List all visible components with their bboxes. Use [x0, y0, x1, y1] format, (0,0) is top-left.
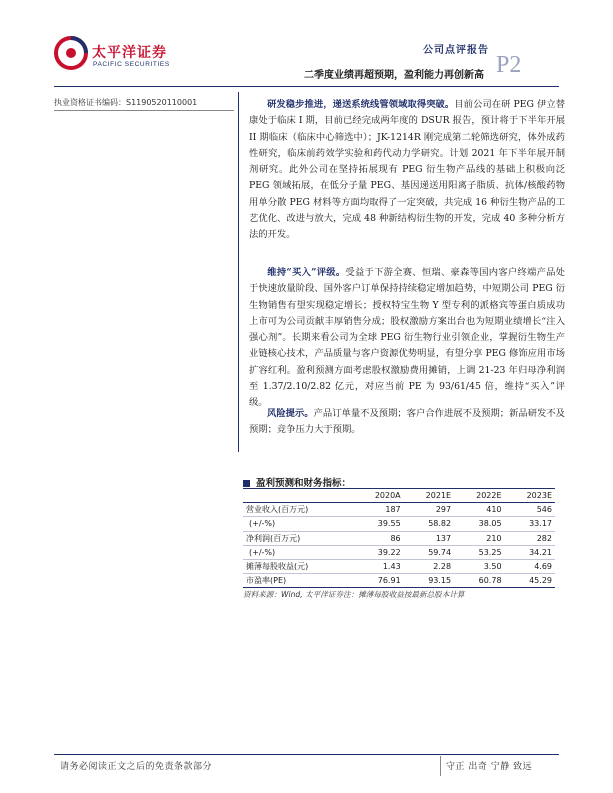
table-source-note: 资料来源：Wind, 太平洋证券注：摊薄每股收益按最新总股本计算 [243, 590, 465, 599]
table-row [243, 503, 555, 517]
paragraph-body: 产品订单量不及预期；客户合作进展不及预期；新品研发不及预期；竞争压力大于预期。 [249, 408, 565, 436]
page-number: P2 [496, 52, 522, 78]
paragraph-body: 目前公司在研 PEG 伊立替康处于临床 I 期，目前已经完成两年度的 DSUR 报告，预计将于下半年开展 II 期临床（临床中心筛选中）；JK-1214R 刚完成第二轮筛选研究，体外成药性研究，临床前药效学实验和药代动力学研究。计划 2021 年下半年展开制剂研究。此外公司在坚持拓展现有 PEG 衍生物产品线的基础上积极向泛 PEG 领域拓展，在低分子量 PEG、基因递送用阳离子脂质、抗体/核酸药物用单分散 PEG 材料等方面均取得了一定突破，共完成 16 种衍生物产品的工艺优化、改进与放大，完成 48 种新结构衍生物的开发，完成 40 多种分析方法的开发。 [249, 99, 565, 241]
footer-motto: 守正 出奇 宁静 致远 [446, 762, 533, 772]
paragraph-lead: 维持“买入”评级。 [267, 267, 346, 278]
header-divider [54, 86, 559, 87]
table-cell: 4.69 [505, 559, 555, 573]
certificate-divider [54, 110, 234, 111]
table-cell: 45.29 [529, 576, 552, 586]
table-cell: 1.43 [353, 559, 404, 573]
table-cell: 93.15 [428, 576, 452, 586]
table-cell: 33.17 [505, 517, 555, 531]
table-cell: 2.28 [404, 559, 454, 573]
table-cell: 297 [404, 503, 454, 517]
table-cell: 187 [353, 503, 404, 517]
table-header-cell: 2022E [454, 489, 504, 503]
paragraph-body: 受益于下游全赛、恒瑞、豪森等国内客户终端产品处于快速放量阶段、国外客户订单保持持续稳定增加趋势，中短期公司 PEG 衍生物销售有望实现稳定增长；授权特宝生物 Y 型专利的派格宾等蛋白质成功上市可为公司贡献丰厚销售分成；股权激励方案出台也为短期业绩增长“注入强心剂”。长期来看公司为全球 PEG 衍生物行业引领企业，掌握衍生物生产业链核心技术，产品质量与客户资源优势明显，有望分享 PEG 修饰应用市场扩容红利。盈利预测方面考虑股权激励费用摊销，上调 21-23 年归母净利润至 1.37/2.10/2.82 亿元，对应当前 PE 为 93/61/45 倍，维持“买入”评级。 [249, 267, 565, 409]
paragraph-rd-progress [249, 97, 565, 244]
table-row [243, 545, 555, 559]
logo-text-cn: 太平洋证券 [92, 45, 167, 61]
table-cell: 39.55 [353, 517, 404, 531]
table-cell: 137 [404, 531, 454, 545]
table-cell: 410 [454, 503, 504, 517]
table-cell: 76.91 [377, 576, 401, 586]
table-cell: 60.78 [478, 576, 502, 586]
paragraph-risk [249, 406, 565, 439]
financial-table [243, 489, 555, 587]
table-header-row [243, 489, 555, 503]
footer-separator [440, 756, 441, 776]
table-bottom-rule [243, 587, 555, 588]
table-header-cell: 2021E [404, 489, 454, 503]
table-title-text: 盈利预测和财务指标： [256, 478, 352, 489]
table-cell: 210 [454, 531, 504, 545]
row-label: 营业收入(百万元) [243, 503, 353, 517]
table-cell: 39.22 [353, 545, 404, 559]
table-cell: 59.74 [404, 545, 454, 559]
paragraph-rating [249, 265, 565, 412]
table-cell: 3.50 [454, 559, 504, 573]
logo-text-en: PACIFIC SECURITIES [93, 61, 170, 68]
row-label: (+/-%) [243, 517, 353, 531]
table-cell: 546 [505, 503, 555, 517]
row-label: 净利润(百万元) [243, 531, 353, 545]
table-row [243, 559, 555, 573]
table-cell: 53.25 [454, 545, 504, 559]
column-divider [238, 92, 239, 452]
footer-divider [54, 754, 559, 755]
table-row [243, 517, 555, 531]
square-bullet-icon [243, 480, 250, 487]
row-label: 市盈率(PE) [246, 576, 287, 586]
paragraph-lead: 研发稳步推进，递送系统线管领域取得突破。 [267, 99, 455, 110]
table-header-cell: 2023E [505, 489, 555, 503]
table-row [243, 574, 555, 588]
row-label: 摊薄每股收益(元) [243, 559, 353, 573]
table-header-cell [243, 489, 353, 503]
table-cell: 282 [505, 531, 555, 545]
table-row [243, 531, 555, 545]
report-type: 公司点评报告 [423, 45, 489, 56]
table-cell: 34.21 [505, 545, 555, 559]
table-cell: 38.05 [454, 517, 504, 531]
company-logo [54, 36, 182, 76]
analyst-certificate: 执业资格证书编码：S1190520110001 [54, 98, 198, 107]
paragraph-lead: 风险提示。 [267, 408, 314, 419]
table-header-cell: 2020A [353, 489, 404, 503]
row-label: (+/-%) [243, 545, 353, 559]
report-headline: 二季度业绩再超预期，盈利能力再创新高 [304, 70, 484, 81]
table-title [243, 475, 351, 489]
footer-disclaimer: 请务必阅读正文之后的免责条款部分 [60, 762, 213, 772]
pacific-logo-icon [54, 36, 88, 70]
table-cell: 86 [353, 531, 404, 545]
table-cell: 58.82 [404, 517, 454, 531]
